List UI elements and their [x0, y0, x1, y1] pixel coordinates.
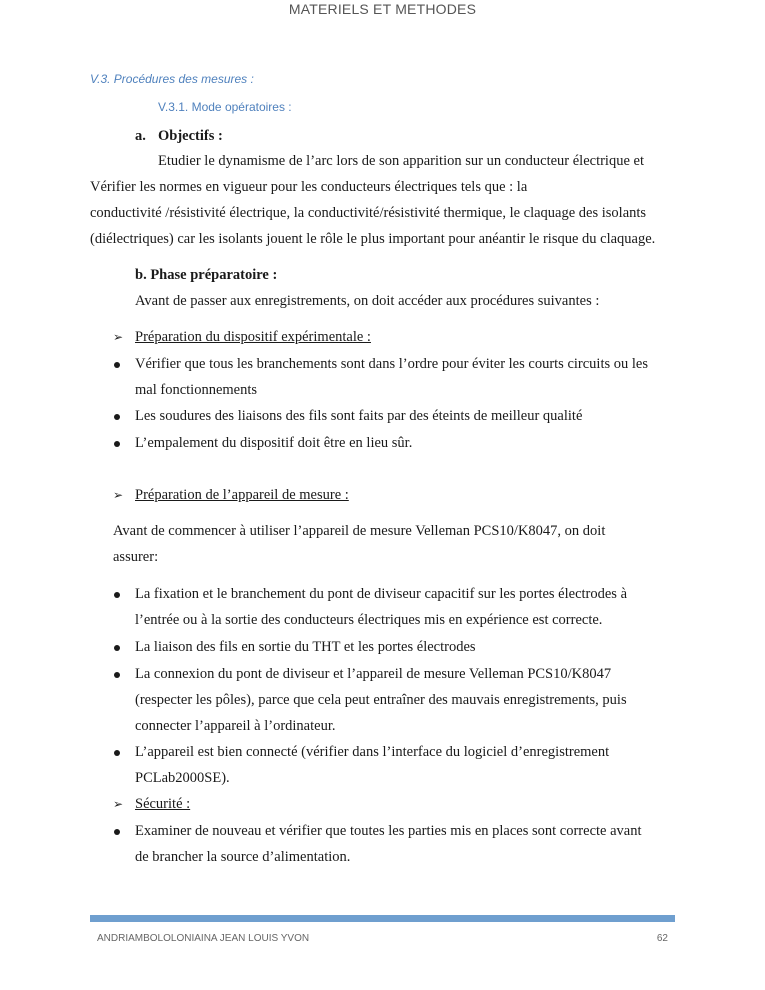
list-item-continuation: (respecter les pôles), parce que cela peut entraîner des mauvais enregistrements, puis	[135, 692, 627, 708]
list-item: La connexion du pont de diviseur et l’appareil de mesure Velleman PCS10/K8047	[135, 666, 612, 682]
arrow-bullet-icon: ➢	[113, 330, 124, 344]
objectifs-line: (diélectriques) car les isolants jouent le rôle le plus important pour anéantir le risque du claquage.	[90, 231, 656, 247]
appareil-title: Préparation de l’appareil de mesure :	[135, 487, 349, 503]
footer-rule	[90, 915, 675, 922]
objectifs-line: conductivité /résistivité électrique, la conductivité/résistivité thermique, le claquage des isolants	[90, 205, 647, 221]
footer-author: ANDRIAMBOLOLONIAINA JEAN LOUIS YVON	[97, 933, 310, 944]
bullet-icon	[114, 414, 120, 420]
phase-intro: Avant de passer aux enregistrements, on doit accéder aux procédures suivantes :	[135, 293, 600, 309]
arrow-bullet-icon: ➢	[113, 488, 124, 502]
list-item-continuation: de brancher la source d’alimentation.	[135, 849, 351, 865]
page-number: 62	[656, 933, 668, 944]
list-item: L’appareil est bien connecté (vérifier dans l’interface du logiciel d’enregistrement	[135, 744, 610, 760]
appareil-intro-continuation: assurer:	[113, 549, 159, 565]
list-item-continuation: connecter l’appareil à l’ordinateur.	[135, 718, 336, 734]
subsection-heading: V.3.1. Mode opératoires :	[158, 100, 292, 114]
bullet-icon	[114, 829, 120, 835]
bullet-icon	[114, 672, 120, 678]
list-item: Examiner de nouveau et vérifier que toutes les parties mis en places sont correcte avant	[135, 823, 642, 839]
list-item: La fixation et le branchement du pont de diviseur capacitif sur les portes électrodes à	[135, 586, 628, 602]
list-item-continuation: PCLab2000SE).	[135, 770, 230, 786]
list-item: L’empalement du dispositif doit être en lieu sûr.	[135, 435, 413, 451]
section-heading: V.3. Procédures des mesures :	[90, 72, 254, 86]
objectifs-line: Etudier le dynamisme de l’arc lors de son apparition sur un conducteur électrique et	[158, 153, 644, 169]
list-item: La liaison des fils en sortie du THT et les portes électrodes	[135, 639, 476, 655]
dispositif-title: Préparation du dispositif expérimentale :	[135, 329, 371, 345]
appareil-intro: Avant de commencer à utiliser l’appareil de mesure Velleman PCS10/K8047, on doit	[113, 523, 606, 539]
bullet-icon	[114, 441, 120, 447]
list-item-continuation: l’entrée ou à la sortie des conducteurs électriques mis en expérience est correcte.	[135, 612, 603, 628]
bullet-icon	[114, 645, 120, 651]
list-item: Vérifier que tous les branchements sont dans l’ordre pour éviter les courts circuits ou les	[135, 356, 648, 372]
bullet-icon	[114, 592, 120, 598]
running-header: MATERIELS ET METHODES	[288, 1, 477, 17]
phase-title: b. Phase préparatoire :	[135, 267, 278, 283]
securite-title: Sécurité :	[135, 796, 191, 812]
objectifs-marker: a.	[135, 128, 146, 144]
bullet-icon	[114, 750, 120, 756]
list-item-continuation: mal fonctionnements	[135, 382, 258, 398]
objectifs-title: Objectifs :	[158, 128, 223, 144]
objectifs-line: Vérifier les normes en vigueur pour les conducteurs électriques tels que : la	[90, 179, 528, 195]
list-item: Les soudures des liaisons des fils sont faits par des éteints de meilleur qualité	[135, 408, 583, 424]
arrow-bullet-icon: ➢	[113, 797, 124, 811]
bullet-icon	[114, 362, 120, 368]
